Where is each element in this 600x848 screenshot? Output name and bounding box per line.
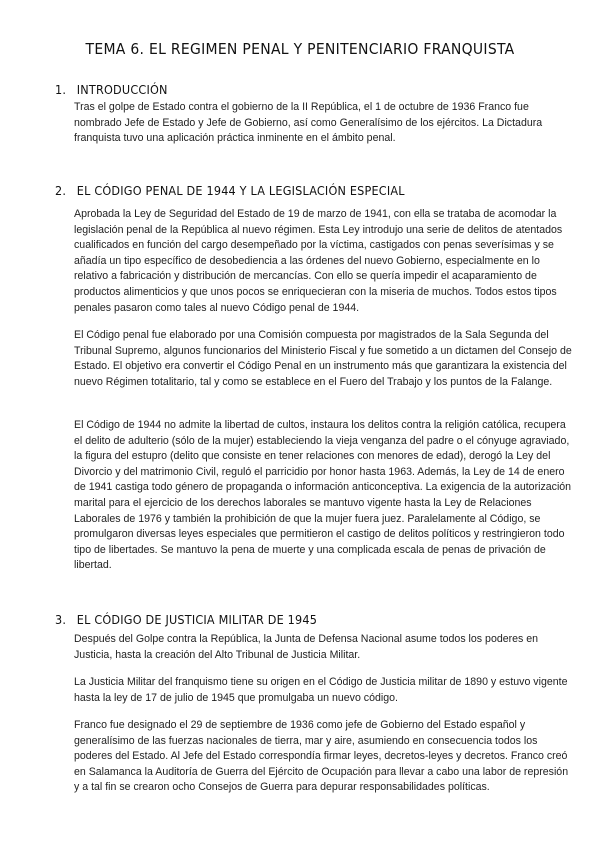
section-heading-text: EL CÓDIGO PENAL DE 1944 Y LA LEGISLACIÓN ESPECIAL	[76, 183, 405, 198]
paragraph: Después del Golpe contra la República, la Junta de Defensa Nacional asume todos los poderes en Justicia, hasta la creación del Alto Tribunal de Justicia Militar.	[74, 633, 539, 661]
section-heading-text: INTRODUCCIÓN	[76, 82, 168, 97]
paragraph: Tras el golpe de Estado contra el gobierno de la II República, el 1 de octubre de 1936 Franco fue nombrado Jefe de Estado y Jefe de Gobierno, así como Generalísimo de los ejércitos. La Dictadura franquista tuvo una aplicación práctica inminente en el ámbito penal.	[74, 101, 543, 145]
paragraph: Franco fue designado el 29 de septiembre de 1936 como jefe de Gobierno del Estado español y generalísimo de las fuerzas nacionales de tierra, mar y aire, asumiendo en consecuencia todos los poderes del Estado. Al Jefe del Estado correspondía firmar leyes, decretos-leyes y decretos. Franco creó en Salamanca la Auditoría de Guerra del Ejército de Ocupación para llevar a cabo una labor de represión y a tal fin se crearon ocho Consejos de Guerra para depurar responsabilidades políticas.	[74, 719, 569, 794]
paragraph: La Justicia Militar del franquismo tiene su origen en el Código de Justicia militar de 1890 y estuvo vigente hasta la ley de 17 de julio de 1945 que promulgaba un nuevo código.	[74, 676, 568, 704]
section-number: 2.	[55, 183, 67, 198]
page-title: TEMA 6. EL REGIMEN PENAL Y PENITENCIARIO FRANQUISTA	[85, 40, 515, 58]
section-number: 1.	[55, 82, 67, 97]
paragraph: Aprobada la Ley de Seguridad del Estado de 19 de marzo de 1941, con ella se trataba de acomodar la legislación penal de la República al nuevo régimen. Esta Ley introdujo una serie de delitos de atentados cualificados en función del cargo desempeñado por la víctima, castigados con penas severísimas y se añadía un tipo específico de desobediencia a las órdenes del nuevo Gobierno, especialmente en lo relativo a fabricación y distribución de mercancías. Con ello se quería impedir el acaparamiento de productos alimenticios y que unos pocos se enriquecieran con la miseria de muchos. Todos estos tipos penales pasaron como tales al nuevo Código penal de 1944.	[74, 208, 563, 314]
paragraph: El Código penal fue elaborado por una Comisión compuesta por magistrados de la Sala Segunda del Tribunal Supremo, algunos funcionarios del Ministerio Fiscal y fue sometido a un dictamen del Consejo de Estado. El objetivo era convertir el Código Penal en un instrumento más que garantizara la existencia del nuevo Régimen totalitario, tal y como se establece en el Fuero del Trabajo y los puntos de la Falange.	[74, 329, 572, 388]
section-heading-codigo-justicia-militar	[55, 612, 317, 627]
section-heading-text: EL CÓDIGO DE JUSTICIA MILITAR DE 1945	[76, 612, 318, 627]
section-heading-introduccion	[55, 82, 168, 97]
section-heading-codigo-penal	[55, 183, 405, 198]
paragraph: El Código de 1944 no admite la libertad de cultos, instaura los delitos contra la religión católica, recupera el delito de adulterio (sólo de la mujer) estableciendo la vieja venganza del padre o el cónyuge agraviado, la figura del estupro (delito que consiste en tener relaciones con menores de edad), derogó la Ley del Divorcio y del matrimonio Civil, reguló el parricidio por honor hasta 1963. Además, la Ley de 14 de enero de 1941 castiga todo género de propaganda o información anticonceptiva. La exigencia de la autorización marital para el ejercicio de los derechos laborales se mantuvo vigente hasta la Ley de Relaciones Laborales de 1976 y también la prohibición de que la mujer fuera juez. Paralelamente al Código, se promulgaron diversas leyes especiales que permitieron el castigo de delitos políticos y restringieron todo tipo de libertades. Se mantuvo la pena de muerte y una complicada escala de penas de privación de libertad.	[74, 419, 572, 572]
section-number: 3.	[55, 612, 67, 627]
